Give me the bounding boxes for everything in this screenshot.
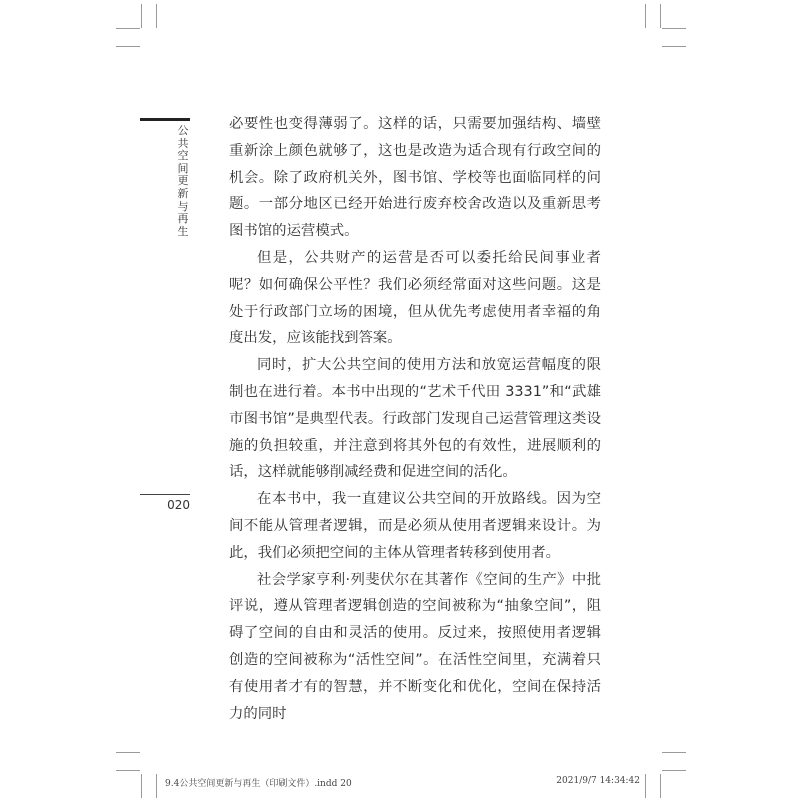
crop-mark [662, 752, 686, 753]
paragraph: 但是，公共财产的运营是否可以委托给民间事业者呢？如何确保公平性？我们必须经常面对这些问题。这是处于行政部门立场的困境，但从优先考虑使用者幸福的角度出发，应该能找到答案。 [229, 249, 601, 347]
paragraph: 必要性也变得薄弱了。这样的话，只需要加强结构、墙壁重新涂上颜色就够了，这也是改造为适合现有行政空间的机会。除了政府机关外，图书馆、学校等也面临同样的问题。一部分地区已经开始进行废弃校舍改造以及重新思考图书馆的运营模式。 [229, 116, 601, 240]
crop-mark [662, 28, 686, 29]
slug-timestamp: 2021/9/7 14:34:42 [556, 776, 640, 786]
paragraph: 在本书中，我一直建议公共空间的开放路线。因为空间不能从管理者逻辑，而是必须从使用者逻辑来设计。为此，我们必须把空间的主体从管理者转移到使用者。 [229, 491, 601, 561]
slug-filename: 9.4公共空间更新与再生（印刷文件）.indd 20 [165, 779, 352, 789]
crop-mark [662, 770, 686, 771]
crop-mark [141, 774, 142, 798]
crop-mark [116, 770, 140, 771]
page-number-rule [140, 494, 190, 495]
crop-mark [116, 28, 140, 29]
running-head: 公共空间更新与再生 [177, 124, 189, 238]
crop-mark [156, 774, 157, 798]
crop-mark [116, 752, 140, 753]
crop-mark [645, 774, 646, 798]
running-head-rule [140, 118, 190, 121]
paragraph: 同时，扩大公共空间的使用方法和放宽运营幅度的限制也在进行着。本书中出现的“艺术千代田 3331”和“武雄市图书馆”是典型代表。行政部门发现自己运营管理这类设施的负担较重，并注意到将其外包的有效性，进展顺利的话，这样就能够削减经费和促进空间的活化。 [229, 357, 601, 481]
paragraph: 社会学家亨利·列斐伏尔在其著作《空间的生产》中批评说，遵从管理者逻辑创造的空间被称为“抽象空间”，阻碍了空间的自由和灵活的使用。反过来，按照使用者逻辑创造的空间被称为“活性空间”。在活性空间里，充满着只有使用者才有的智慧，并不断变化和优化，空间在保持活力的同时 [229, 571, 601, 722]
crop-mark [662, 46, 686, 47]
crop-mark [116, 46, 140, 47]
crop-mark [645, 4, 646, 28]
crop-mark [141, 4, 142, 28]
page-number: 020 [167, 498, 190, 512]
crop-mark [660, 4, 661, 28]
body-text [229, 111, 601, 727]
crop-mark [660, 774, 661, 798]
crop-mark [156, 4, 157, 28]
